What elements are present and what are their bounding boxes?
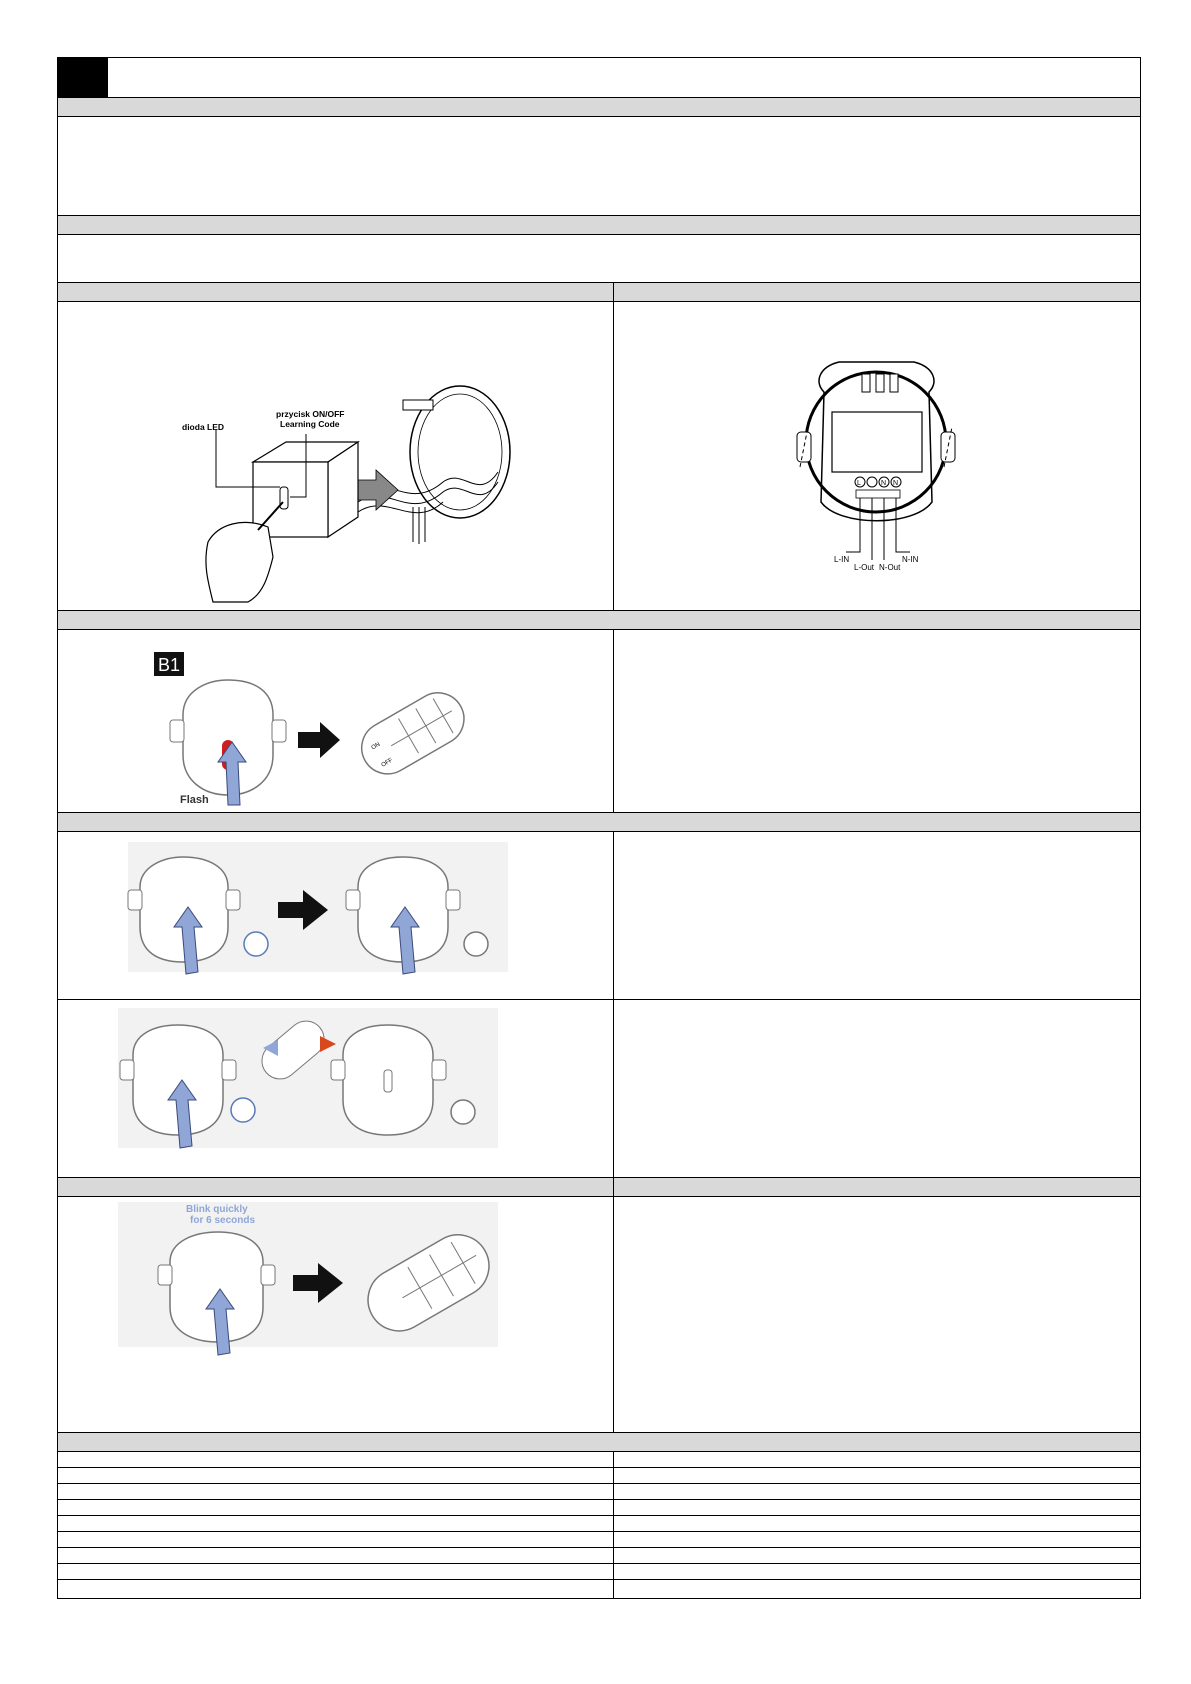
wire-label-lin: L-IN	[834, 555, 850, 564]
blink-line1: Blink quickly	[186, 1204, 248, 1215]
terminal-label-3: N	[893, 480, 899, 487]
spec-row-8	[58, 1564, 1140, 1580]
clear-row	[58, 1197, 1140, 1433]
spec-row-1	[58, 1452, 1140, 1468]
wire-label-nin: N-IN	[902, 555, 919, 564]
clear-illustration	[58, 1197, 614, 1433]
led-slot-2	[384, 1070, 392, 1092]
bulb-on-icon	[244, 932, 268, 956]
blink-line2: for 6 seconds	[190, 1215, 256, 1226]
manual-page	[57, 57, 1141, 1599]
remote-off-label: OFF	[380, 757, 394, 769]
spec-row-7	[58, 1548, 1140, 1564]
step-badge-label: B1	[158, 655, 181, 675]
label-led: dioda LED	[182, 422, 225, 432]
language-badge	[58, 58, 108, 98]
terminal-label-1: L	[857, 480, 861, 487]
pairing-figure-cell	[58, 630, 614, 812]
header-row	[58, 58, 1140, 98]
section-bar-1	[58, 98, 1140, 117]
spec-row-9	[58, 1580, 1140, 1599]
section-bar-2	[58, 216, 1140, 235]
spec-row-4	[58, 1500, 1140, 1516]
pairing-illustration	[58, 630, 614, 813]
wire-label-nout: N-Out	[879, 563, 901, 572]
section-bar-clear	[58, 1178, 1140, 1197]
terminal-label-2: N	[881, 480, 887, 487]
clear-figure-cell	[58, 1197, 614, 1432]
spec-row-3	[58, 1484, 1140, 1500]
label-button-line2: Learning Code	[280, 419, 340, 429]
spec-row-2	[58, 1468, 1140, 1484]
operation-row-2	[58, 1000, 1140, 1178]
hand-shape	[206, 522, 273, 602]
section-bar-install	[58, 283, 1140, 302]
operation-figure-1-cell	[58, 832, 614, 999]
description-block	[58, 235, 1140, 283]
operation-row-1	[58, 832, 1140, 1000]
spec-row-6	[58, 1532, 1140, 1548]
remote-shape	[352, 683, 473, 783]
operation-figure-2-cell	[58, 1000, 614, 1177]
wire-label-lout: L-Out	[854, 563, 875, 572]
intro-text-block	[58, 117, 1140, 216]
bulb-off-icon	[464, 932, 488, 956]
bulb-off-icon-2	[451, 1100, 475, 1124]
section-bar-pairing	[58, 611, 1140, 630]
spec-row-5	[58, 1516, 1140, 1532]
section-bar-specs	[58, 1433, 1140, 1452]
remote-on-label: ON	[370, 741, 382, 752]
pairing-row	[58, 630, 1140, 813]
flash-label: Flash	[180, 794, 209, 806]
label-button-line1: przycisk ON/OFF	[276, 409, 345, 419]
clear-bar-left	[58, 1178, 614, 1196]
install-bar-left	[58, 283, 614, 301]
mounting-illustration	[58, 302, 614, 611]
toggle-illustration	[58, 832, 614, 1000]
remote-toggle-illustration	[58, 1000, 614, 1178]
bulb-on-icon-2	[231, 1098, 255, 1122]
wiring-illustration	[614, 302, 1140, 611]
section-bar-operation	[58, 813, 1140, 832]
mounting-figure-cell	[58, 302, 614, 610]
install-row	[58, 302, 1140, 611]
wiring-figure-cell	[614, 302, 1140, 610]
arrow-right	[298, 722, 340, 758]
led-slot	[280, 487, 288, 509]
